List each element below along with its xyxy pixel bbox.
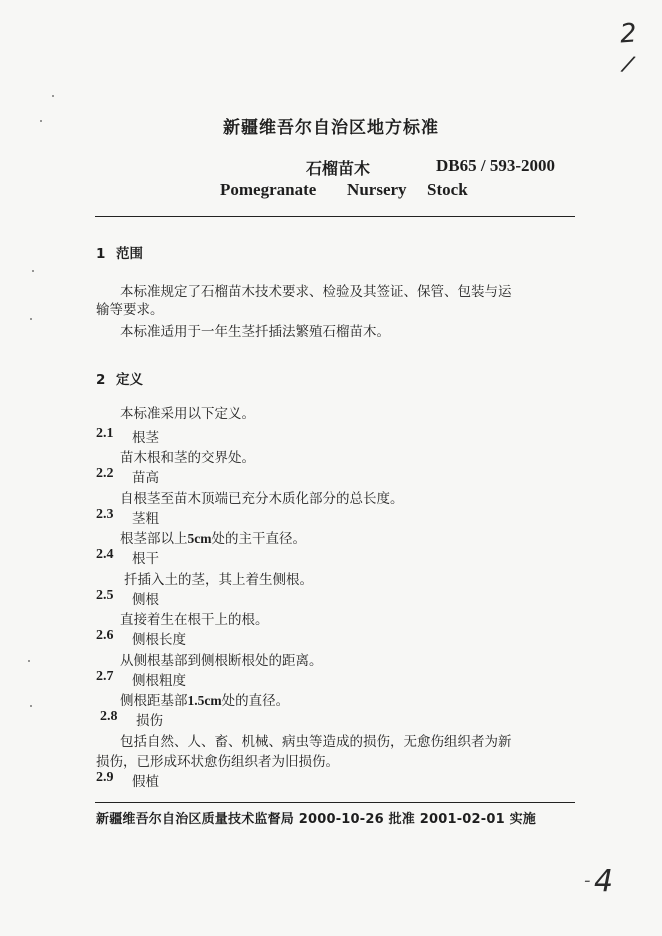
header-rule — [95, 216, 575, 217]
approval-footer: 新疆维吾尔自治区质量技术监督局 2000-10-26 批准 2001-02-01 实施 — [96, 812, 537, 827]
clause-number: 2.4 — [96, 547, 114, 562]
scope-paragraph-2: 本标准适用于一年生茎扦插法繁殖石榴苗木。 — [120, 324, 390, 340]
definition-text-prefix: 侧根距基部 — [120, 693, 188, 709]
scan-speck — [32, 270, 34, 272]
definition-text-suffix: 处的主干直径。 — [211, 531, 306, 547]
definition-text: 苗木根和茎的交界处。 — [120, 450, 255, 466]
definitions-intro: 本标准采用以下定义。 — [120, 406, 255, 422]
scope-paragraph-line1: 本标准规定了石榴苗木技术要求、检验及其签证、保管、包装与运 — [120, 284, 512, 300]
definition-text-suffix: 处的直径。 — [221, 693, 290, 709]
scan-speck — [28, 660, 30, 662]
clause-number: 2.9 — [96, 770, 114, 785]
scan-speck — [52, 95, 54, 97]
footer-rule — [95, 802, 575, 803]
scan-speck — [30, 705, 32, 707]
section-title: 范围 — [116, 246, 143, 262]
document-title: 新疆维吾尔自治区地方标准 — [223, 118, 439, 138]
term-seedling-height: 苗高 — [132, 470, 159, 486]
definition-text-line1: 包括自然、人、畜、机械、病虫等造成的损伤，无愈伤组织者为新 — [120, 734, 512, 750]
clause-number: 2.6 — [96, 628, 114, 643]
term-injury: 损伤 — [136, 713, 163, 729]
clause-number: 2.2 — [96, 466, 114, 481]
handwritten-page-note: 2 — [618, 18, 638, 50]
term-root-stem: 根干 — [132, 551, 159, 567]
section-heading-scope — [96, 242, 143, 262]
term-lateral-root-thickness: 侧根粗度 — [132, 673, 186, 689]
measurement-value: 5cm — [187, 531, 212, 546]
scope-paragraph-line2: 输等要求。 — [96, 302, 164, 318]
definition-text: 扦插入土的茎，其上着生侧根。 — [124, 572, 313, 588]
clause-number: 2.1 — [96, 426, 114, 441]
english-title: Pomegranate Nursery Stock — [220, 180, 468, 199]
clause-number: 2.3 — [96, 507, 114, 522]
section-heading-definitions — [96, 368, 143, 388]
section-number: 1 — [96, 246, 106, 262]
standard-name: 石榴苗木 — [306, 159, 371, 178]
clause-number: 2.8 — [100, 709, 118, 724]
term-heeling-in: 假植 — [132, 774, 159, 790]
term-root-collar: 根茎 — [132, 430, 159, 446]
measurement-value: 1.5cm — [187, 693, 222, 708]
definition-text — [120, 527, 306, 547]
term-lateral-root-length: 侧根长度 — [132, 632, 186, 648]
term-stem-diameter: 茎粗 — [132, 511, 159, 527]
definition-text — [120, 689, 289, 709]
term-lateral-root: 侧根 — [132, 592, 159, 608]
section-number: 2 — [96, 372, 106, 388]
definition-text: 自根茎至苗木顶端已充分木质化部分的总长度。 — [120, 491, 404, 507]
definition-text-line2: 损伤，已形成环状愈伤组织者为旧损伤。 — [96, 754, 339, 770]
scan-speck — [30, 318, 32, 320]
definition-text: 从侧根基部到侧根断根处的距离。 — [120, 653, 323, 669]
clause-number: 2.7 — [96, 669, 114, 684]
clause-number: 2.5 — [96, 588, 114, 603]
definition-text: 直接着生在根干上的根。 — [120, 612, 269, 628]
definition-text-prefix: 根茎部以上 — [120, 531, 188, 547]
section-title: 定义 — [116, 372, 143, 388]
handwritten-note-stroke: / — [620, 51, 635, 78]
handwritten-page-number: 4 — [594, 864, 614, 899]
standard-code: DB65 / 593-2000 — [436, 156, 555, 175]
page-number-dash: - — [584, 870, 591, 891]
